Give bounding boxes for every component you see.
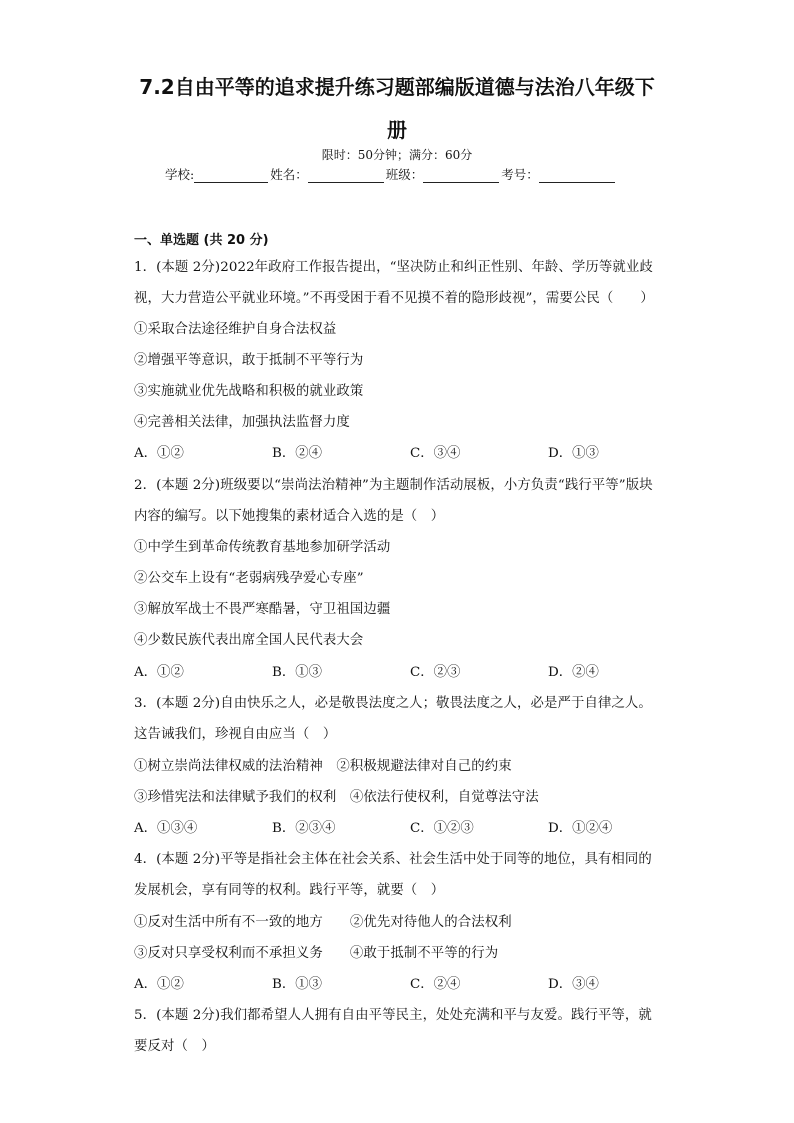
q1-item-4: ④完善相关法律，加强执法监督力度 bbox=[134, 415, 350, 430]
q3-stem-line1: 3．(本题 2分)自由快乐之人，必是敬畏法度之人；敬畏法度之人，必是严于自律之人。 bbox=[134, 696, 652, 711]
section-title: 一、单选题 (共 20 分) bbox=[134, 233, 269, 248]
q4-option-a[interactable]: A．①② bbox=[134, 977, 184, 992]
q3-option-a[interactable]: A．①③④ bbox=[134, 821, 198, 836]
q1-item-3: ③实施就业优先战略和积极的就业政策 bbox=[134, 384, 364, 399]
document-title-line2: 册 bbox=[387, 118, 407, 142]
q2-item-1: ①中学生到革命传统教育基地参加研学活动 bbox=[134, 540, 391, 555]
name-field[interactable] bbox=[308, 168, 384, 183]
q2-option-d[interactable]: D．②④ bbox=[548, 665, 599, 680]
q2-item-4: ④少数民族代表出席全国人民代表大会 bbox=[134, 633, 364, 648]
q3-item-2: ③珍惜宪法和法律赋予我们的权利 ④依法行使权利，自觉尊法守法 bbox=[134, 790, 539, 805]
student-info-row bbox=[165, 165, 617, 183]
q4-option-d[interactable]: D．③④ bbox=[548, 977, 599, 992]
q5-stem-line2: 要反对（ ） bbox=[134, 1039, 215, 1054]
class-field[interactable] bbox=[423, 168, 499, 183]
q3-item-1: ①树立崇尚法律权威的法治精神 ②积极规避法律对自己的约束 bbox=[134, 759, 512, 774]
class-label: 班级： bbox=[385, 167, 424, 182]
q4-item-2: ③反对只享受权利而不承担义务 ④敢于抵制不平等的行为 bbox=[134, 946, 499, 961]
q3-option-d[interactable]: D．①②④ bbox=[548, 821, 613, 836]
q2-stem-line2: 内容的编写。以下她搜集的素材适合入选的是（ ） bbox=[134, 509, 445, 524]
q4-item-1: ①反对生活中所有不一致的地方 ②优先对待他人的合法权利 bbox=[134, 915, 512, 930]
document-title-line1: 7.2自由平等的追求提升练习题部编版道德与法治八年级下 bbox=[139, 75, 655, 99]
q5-stem-line1: 5．(本题 2分)我们都希望人人拥有自由平等民主，处处充满和平与友爱。践行平等，就 bbox=[134, 1008, 652, 1023]
q1-option-d[interactable]: D．①③ bbox=[548, 446, 599, 461]
q3-stem-line2: 这告诫我们，珍视自由应当（ ） bbox=[134, 727, 337, 742]
q1-stem-line1: 1．(本题 2分)2022年政府工作报告提出，“坚决防止和纠正性别、年龄、学历等就业歧 bbox=[134, 260, 653, 275]
q4-option-c[interactable]: C．②④ bbox=[410, 977, 461, 992]
q2-item-3: ③解放军战士不畏严寒酷暑，守卫祖国边疆 bbox=[134, 602, 391, 617]
q1-item-1: ①采取合法途径维护自身合法权益 bbox=[134, 322, 337, 337]
name-label: 姓名： bbox=[270, 167, 308, 182]
time-limit: 限时：50分钟；满分：60分 bbox=[321, 148, 473, 162]
q3-option-b[interactable]: B．②③④ bbox=[272, 821, 336, 836]
q1-item-2: ②增强平等意识，敢于抵制不平等行为 bbox=[134, 353, 364, 368]
q2-option-a[interactable]: A．①② bbox=[134, 665, 184, 680]
q1-option-b[interactable]: B．②④ bbox=[272, 446, 323, 461]
school-field[interactable] bbox=[194, 168, 268, 183]
q2-item-2: ②公交车上设有“老弱病残孕爱心专座” bbox=[134, 571, 364, 586]
q1-stem-line2: 视，大力营造公平就业环境。”不再受困于看不见摸不着的隐形歧视”，需要公民（ ） bbox=[134, 291, 654, 306]
q2-option-b[interactable]: B．①③ bbox=[272, 665, 323, 680]
q1-option-a[interactable]: A．①② bbox=[134, 446, 184, 461]
number-label: 考号： bbox=[501, 167, 539, 182]
q3-option-c[interactable]: C．①②③ bbox=[410, 821, 474, 836]
q4-stem-line2: 发展机会，享有同等的权利。践行平等，就要（ ） bbox=[134, 883, 445, 898]
q4-stem-line1: 4．(本题 2分)平等是指社会主体在社会关系、社会生活中处于同等的地位，具有相同的 bbox=[134, 852, 652, 867]
school-label: 学校: bbox=[165, 167, 195, 182]
q2-option-c[interactable]: C．②③ bbox=[410, 665, 461, 680]
q4-option-b[interactable]: B．①③ bbox=[272, 977, 323, 992]
q1-option-c[interactable]: C．③④ bbox=[410, 446, 461, 461]
q2-stem-line1: 2．(本题 2分)班级要以“崇尚法治精神”为主题制作活动展板，小方负责“践行平等”版块 bbox=[134, 478, 653, 493]
number-field[interactable] bbox=[539, 168, 615, 183]
